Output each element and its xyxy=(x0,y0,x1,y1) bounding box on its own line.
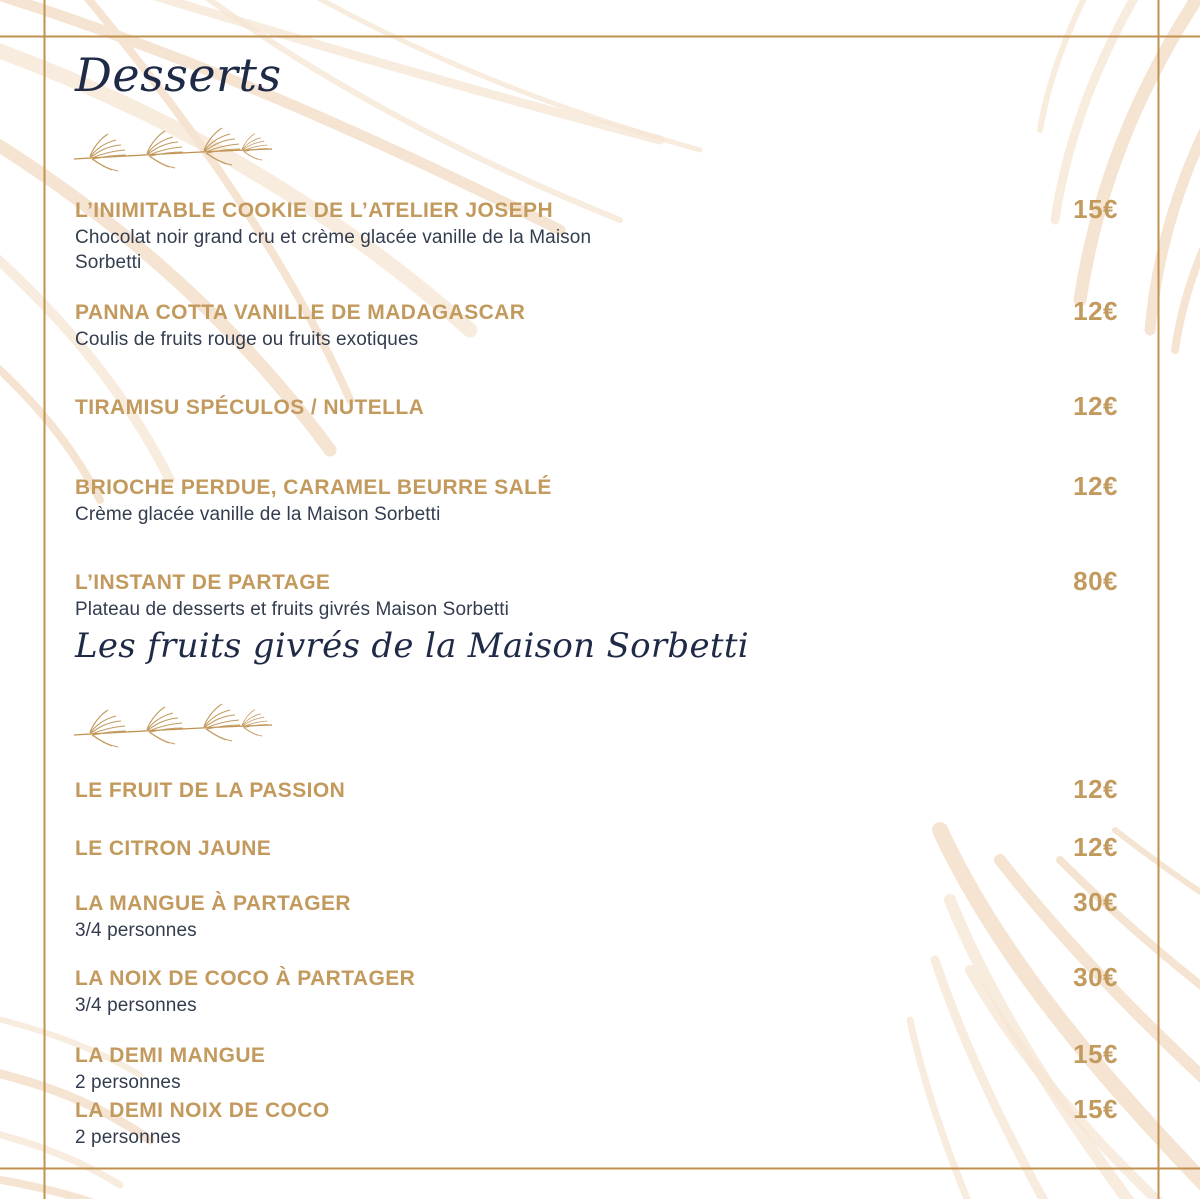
item-price: 12€ xyxy=(1073,296,1118,326)
menu-item xyxy=(75,194,1118,275)
item-price: 15€ xyxy=(1073,194,1118,224)
feather-divider xyxy=(72,124,277,172)
item-name: BRIOCHE PERDUE, CARAMEL BEURRE SALÉ xyxy=(75,476,552,499)
item-name: LE FRUIT DE LA PASSION xyxy=(75,779,346,802)
item-price: 12€ xyxy=(1073,774,1118,804)
item-description: 3/4 personnes xyxy=(75,995,197,1016)
palm-frond-top-right xyxy=(1040,0,1200,350)
item-price: 15€ xyxy=(1073,1039,1118,1069)
section-subtitle: Les fruits givrés de la Maison Sorbetti xyxy=(75,626,749,666)
item-name: LA DEMI MANGUE xyxy=(75,1044,266,1067)
item-name: LA NOIX DE COCO À PARTAGER xyxy=(75,967,416,990)
item-description: Chocolat noir grand cru et crème glacée vanille de la Maison Sorbetti xyxy=(75,227,592,273)
item-name: LA DEMI NOIX DE COCO xyxy=(75,1099,330,1122)
item-description: 2 personnes xyxy=(75,1072,181,1093)
item-name: LE CITRON JAUNE xyxy=(75,837,272,860)
item-description: 2 personnes xyxy=(75,1127,181,1148)
item-price: 12€ xyxy=(1073,832,1118,862)
item-name: PANNA COTTA VANILLE DE MADAGASCAR xyxy=(75,301,526,324)
menu-item xyxy=(75,1039,1118,1095)
item-price: 80€ xyxy=(1073,566,1118,596)
item-name: L’INSTANT DE PARTAGE xyxy=(75,571,331,594)
item-description: Coulis de fruits rouge ou fruits exotiques xyxy=(75,329,419,350)
menu-item xyxy=(75,471,1118,527)
menu-item xyxy=(75,296,1118,352)
item-description: 3/4 personnes xyxy=(75,920,197,941)
menu-item xyxy=(75,1094,1118,1150)
menu-item xyxy=(75,832,1118,863)
feather-divider xyxy=(72,700,277,748)
menu-item xyxy=(75,774,1118,805)
item-name: LA MANGUE À PARTAGER xyxy=(75,892,351,915)
item-price: 15€ xyxy=(1073,1094,1118,1124)
item-price: 12€ xyxy=(1073,471,1118,501)
menu-item xyxy=(75,962,1118,1018)
item-description: Crème glacée vanille de la Maison Sorbetti xyxy=(75,504,441,525)
menu-item xyxy=(75,566,1118,622)
item-name: TIRAMISU SPÉCULOS / NUTELLA xyxy=(75,396,425,419)
menu-item xyxy=(75,391,1118,422)
item-description: Plateau de desserts et fruits givrés Maison Sorbetti xyxy=(75,599,509,620)
item-price: 30€ xyxy=(1073,887,1118,917)
page-title: Desserts xyxy=(75,48,282,102)
menu-item xyxy=(75,887,1118,943)
item-name: L’INIMITABLE COOKIE DE L’ATELIER JOSEPH xyxy=(75,199,554,222)
item-price: 12€ xyxy=(1073,391,1118,421)
item-price: 30€ xyxy=(1073,962,1118,992)
